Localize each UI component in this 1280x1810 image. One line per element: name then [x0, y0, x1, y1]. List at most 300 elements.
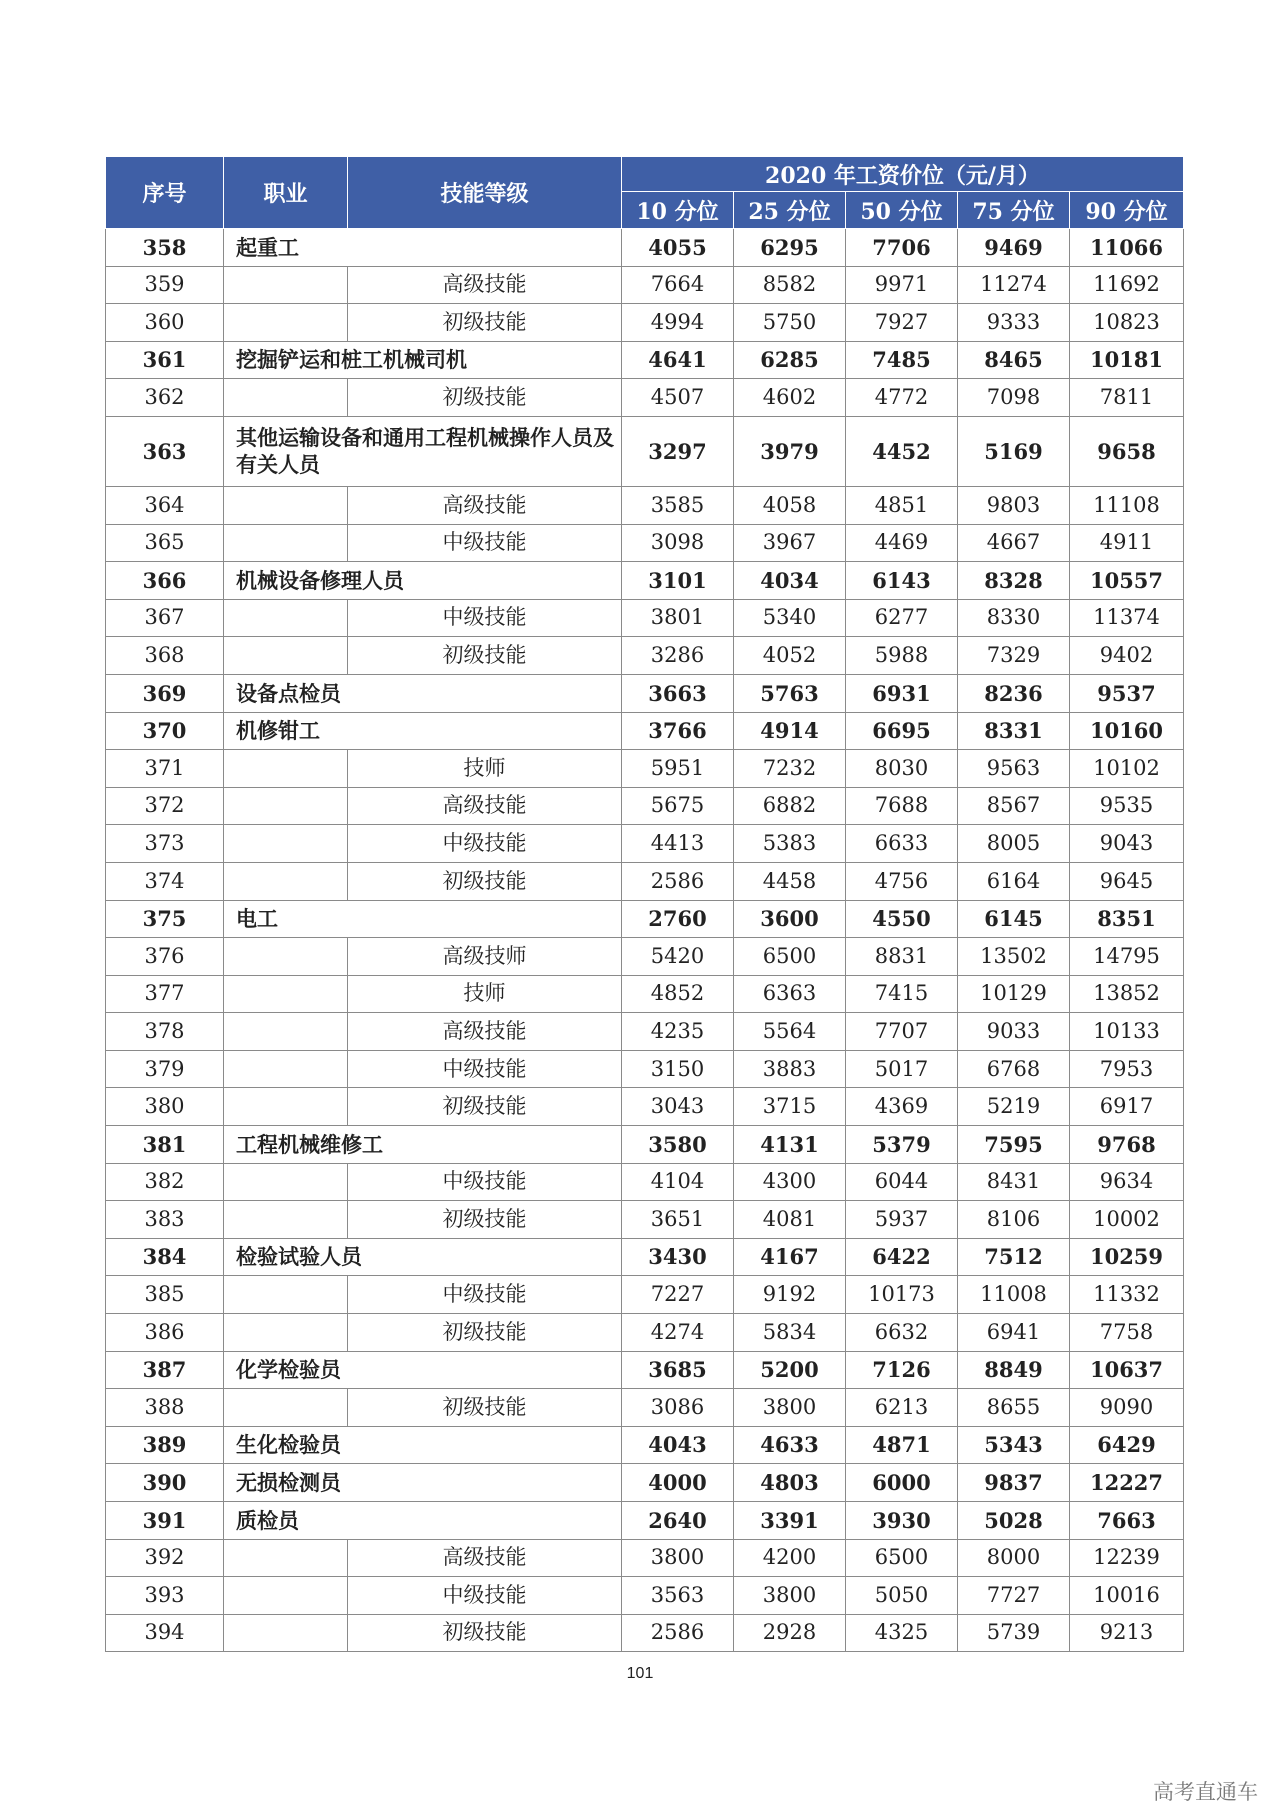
wage-p10: 3563	[622, 1577, 734, 1615]
wage-p10: 4235	[622, 1013, 734, 1051]
row-index: 364	[106, 486, 224, 524]
skill-level: 初级技能	[348, 1389, 622, 1427]
wage-p50: 4325	[846, 1614, 958, 1652]
wage-p25: 6882	[734, 787, 846, 825]
header-index: 序号	[106, 157, 224, 229]
wage-p90: 11108	[1070, 486, 1184, 524]
wage-p50: 4756	[846, 862, 958, 900]
row-index: 368	[106, 637, 224, 675]
occupation-name	[224, 379, 348, 417]
wage-p50: 6277	[846, 599, 958, 637]
occupation-name	[224, 1614, 348, 1652]
occupation-name	[224, 1201, 348, 1239]
skill-level: 初级技能	[348, 1314, 622, 1352]
wage-p10: 5675	[622, 787, 734, 825]
wage-p50: 6213	[846, 1389, 958, 1427]
wage-p50: 6931	[846, 674, 958, 712]
row-index: 394	[106, 1614, 224, 1652]
wage-p25: 5383	[734, 825, 846, 863]
wage-p75: 9033	[958, 1013, 1070, 1051]
table-row	[106, 637, 1184, 675]
wage-p25: 4602	[734, 379, 846, 417]
wage-p10: 3286	[622, 637, 734, 675]
header-p10: 10 分位	[622, 192, 734, 229]
wage-p75: 8655	[958, 1389, 1070, 1427]
occupation-name	[224, 750, 348, 788]
occupation-name	[224, 975, 348, 1013]
wage-p25: 5200	[734, 1351, 846, 1389]
wage-p75: 10129	[958, 975, 1070, 1013]
row-index: 363	[106, 416, 224, 486]
wage-p75: 8106	[958, 1201, 1070, 1239]
wage-p75: 8849	[958, 1351, 1070, 1389]
wage-p25: 7232	[734, 750, 846, 788]
skill-level: 中级技能	[348, 1163, 622, 1201]
wage-p10: 3766	[622, 712, 734, 750]
row-index: 390	[106, 1464, 224, 1502]
table-row	[106, 416, 1184, 486]
wage-p10: 5420	[622, 938, 734, 976]
wage-p90: 9768	[1070, 1126, 1184, 1164]
row-index: 385	[106, 1276, 224, 1314]
wage-p90: 9090	[1070, 1389, 1184, 1427]
occupation-name: 化学检验员	[224, 1351, 622, 1389]
wage-p90: 10016	[1070, 1577, 1184, 1615]
wage-p10: 4852	[622, 975, 734, 1013]
wage-p75: 8000	[958, 1539, 1070, 1577]
wage-p25: 4458	[734, 862, 846, 900]
row-index: 392	[106, 1539, 224, 1577]
wage-p50: 6632	[846, 1314, 958, 1352]
wage-p50: 6000	[846, 1464, 958, 1502]
skill-level: 高级技能	[348, 486, 622, 524]
wage-p50: 8030	[846, 750, 958, 788]
wage-p90: 13852	[1070, 975, 1184, 1013]
occupation-name	[224, 787, 348, 825]
wage-p90: 9537	[1070, 674, 1184, 712]
wage-p25: 4200	[734, 1539, 846, 1577]
header-p75: 75 分位	[958, 192, 1070, 229]
wage-p75: 5169	[958, 416, 1070, 486]
row-index: 384	[106, 1238, 224, 1276]
header-p25: 25 分位	[734, 192, 846, 229]
occupation-name: 生化检验员	[224, 1426, 622, 1464]
wage-p50: 3930	[846, 1502, 958, 1540]
wage-p75: 7727	[958, 1577, 1070, 1615]
wage-p25: 3967	[734, 524, 846, 562]
wage-p10: 4274	[622, 1314, 734, 1352]
wage-p90: 10002	[1070, 1201, 1184, 1239]
wage-p10: 4413	[622, 825, 734, 863]
row-index: 382	[106, 1163, 224, 1201]
wage-p90: 11332	[1070, 1276, 1184, 1314]
occupation-name	[224, 637, 348, 675]
wage-p10: 3663	[622, 674, 734, 712]
wage-p25: 4300	[734, 1163, 846, 1201]
wage-p75: 6941	[958, 1314, 1070, 1352]
wage-p10: 3685	[622, 1351, 734, 1389]
wage-p90: 4911	[1070, 524, 1184, 562]
wage-p75: 9563	[958, 750, 1070, 788]
wage-p50: 7927	[846, 304, 958, 342]
table-row	[106, 229, 1184, 267]
wage-p10: 3430	[622, 1238, 734, 1276]
skill-level: 技师	[348, 975, 622, 1013]
wage-p25: 3979	[734, 416, 846, 486]
table-row	[106, 1577, 1184, 1615]
skill-level: 中级技能	[348, 1276, 622, 1314]
table-row	[106, 787, 1184, 825]
wage-p75: 5343	[958, 1426, 1070, 1464]
table-row	[106, 524, 1184, 562]
header-p90: 90 分位	[1070, 192, 1184, 229]
wage-p90: 9043	[1070, 825, 1184, 863]
wage-p25: 6295	[734, 229, 846, 267]
wage-p50: 5050	[846, 1577, 958, 1615]
wage-p75: 8328	[958, 562, 1070, 600]
table-row	[106, 486, 1184, 524]
table-row	[106, 304, 1184, 342]
wage-p10: 3585	[622, 486, 734, 524]
occupation-name: 其他运输设备和通用工程机械操作人员及有关人员	[224, 416, 622, 486]
wage-p90: 10160	[1070, 712, 1184, 750]
wage-p90: 10181	[1070, 341, 1184, 379]
row-index: 362	[106, 379, 224, 417]
wage-p25: 2928	[734, 1614, 846, 1652]
wage-p75: 5028	[958, 1502, 1070, 1540]
table-row	[106, 1614, 1184, 1652]
wage-p90: 9658	[1070, 416, 1184, 486]
row-index: 393	[106, 1577, 224, 1615]
occupation-name	[224, 1013, 348, 1051]
wage-p10: 4104	[622, 1163, 734, 1201]
table-row	[106, 1426, 1184, 1464]
wage-p75: 8567	[958, 787, 1070, 825]
skill-level: 高级技师	[348, 938, 622, 976]
wage-p90: 10823	[1070, 304, 1184, 342]
wage-p50: 6044	[846, 1163, 958, 1201]
wage-p75: 13502	[958, 938, 1070, 976]
table-row	[106, 674, 1184, 712]
wage-p75: 8236	[958, 674, 1070, 712]
occupation-name	[224, 524, 348, 562]
table-row	[106, 900, 1184, 938]
table-row	[106, 1502, 1184, 1540]
wage-p10: 2640	[622, 1502, 734, 1540]
row-index: 370	[106, 712, 224, 750]
wage-p10: 3297	[622, 416, 734, 486]
header-p50: 50 分位	[846, 192, 958, 229]
row-index: 366	[106, 562, 224, 600]
occupation-name	[224, 1314, 348, 1352]
wage-p10: 4507	[622, 379, 734, 417]
row-index: 367	[106, 599, 224, 637]
occupation-name	[224, 1088, 348, 1126]
occupation-name: 设备点检员	[224, 674, 622, 712]
table-row	[106, 1539, 1184, 1577]
header-skill-level: 技能等级	[348, 157, 622, 229]
wage-p25: 4803	[734, 1464, 846, 1502]
occupation-name: 工程机械维修工	[224, 1126, 622, 1164]
wage-p75: 7098	[958, 379, 1070, 417]
skill-level: 初级技能	[348, 637, 622, 675]
table-row	[106, 341, 1184, 379]
wage-p75: 11008	[958, 1276, 1070, 1314]
wage-p75: 6164	[958, 862, 1070, 900]
table-row	[106, 1201, 1184, 1239]
wage-p90: 10133	[1070, 1013, 1184, 1051]
occupation-name	[224, 862, 348, 900]
occupation-name	[224, 938, 348, 976]
table-row	[106, 266, 1184, 304]
row-index: 371	[106, 750, 224, 788]
row-index: 388	[106, 1389, 224, 1427]
row-index: 375	[106, 900, 224, 938]
row-index: 389	[106, 1426, 224, 1464]
occupation-name	[224, 1539, 348, 1577]
wage-p90: 7758	[1070, 1314, 1184, 1352]
skill-level: 高级技能	[348, 266, 622, 304]
wage-p90: 8351	[1070, 900, 1184, 938]
occupation-name: 机械设备修理人员	[224, 562, 622, 600]
wage-p90: 11692	[1070, 266, 1184, 304]
skill-level: 中级技能	[348, 599, 622, 637]
wage-p10: 3086	[622, 1389, 734, 1427]
wage-p50: 7707	[846, 1013, 958, 1051]
wage-p50: 7126	[846, 1351, 958, 1389]
wage-p50: 4851	[846, 486, 958, 524]
row-index: 387	[106, 1351, 224, 1389]
table-row	[106, 1238, 1184, 1276]
wage-p50: 6143	[846, 562, 958, 600]
occupation-name	[224, 599, 348, 637]
watermark: 高考直通车	[1153, 1780, 1258, 1804]
row-index: 358	[106, 229, 224, 267]
table-row	[106, 712, 1184, 750]
row-index: 361	[106, 341, 224, 379]
header-occupation: 职业	[224, 157, 348, 229]
wage-p50: 4772	[846, 379, 958, 417]
skill-level: 高级技能	[348, 787, 622, 825]
wage-p90: 9634	[1070, 1163, 1184, 1201]
wage-p25: 4052	[734, 637, 846, 675]
wage-p75: 8330	[958, 599, 1070, 637]
wage-p25: 3800	[734, 1577, 846, 1615]
wage-p75: 6768	[958, 1050, 1070, 1088]
wage-p75: 7512	[958, 1238, 1070, 1276]
skill-level: 初级技能	[348, 1088, 622, 1126]
wage-p10: 3651	[622, 1201, 734, 1239]
wage-p25: 3600	[734, 900, 846, 938]
skill-level: 初级技能	[348, 379, 622, 417]
wage-p90: 11066	[1070, 229, 1184, 267]
wage-p25: 4633	[734, 1426, 846, 1464]
wage-p75: 8465	[958, 341, 1070, 379]
wage-p25: 6500	[734, 938, 846, 976]
row-index: 374	[106, 862, 224, 900]
wage-table	[105, 156, 1184, 1652]
table-row	[106, 1351, 1184, 1389]
wage-p90: 10557	[1070, 562, 1184, 600]
occupation-name	[224, 1577, 348, 1615]
occupation-name	[224, 1389, 348, 1427]
table-row	[106, 938, 1184, 976]
wage-p90: 7953	[1070, 1050, 1184, 1088]
wage-p90: 12227	[1070, 1464, 1184, 1502]
wage-p50: 5017	[846, 1050, 958, 1088]
wage-p10: 7227	[622, 1276, 734, 1314]
skill-level: 初级技能	[348, 1201, 622, 1239]
wage-p50: 7415	[846, 975, 958, 1013]
table-body	[106, 229, 1184, 1652]
wage-p50: 7688	[846, 787, 958, 825]
row-index: 377	[106, 975, 224, 1013]
occupation-name: 电工	[224, 900, 622, 938]
wage-p90: 10637	[1070, 1351, 1184, 1389]
wage-p75: 7329	[958, 637, 1070, 675]
wage-p90: 9645	[1070, 862, 1184, 900]
wage-p10: 4043	[622, 1426, 734, 1464]
row-index: 383	[106, 1201, 224, 1239]
wage-p25: 4081	[734, 1201, 846, 1239]
table-row	[106, 562, 1184, 600]
wage-p25: 4914	[734, 712, 846, 750]
wage-p90: 12239	[1070, 1539, 1184, 1577]
row-index: 373	[106, 825, 224, 863]
occupation-name: 机修钳工	[224, 712, 622, 750]
row-index: 378	[106, 1013, 224, 1051]
table-row	[106, 862, 1184, 900]
wage-p75: 6145	[958, 900, 1070, 938]
wage-p25: 4131	[734, 1126, 846, 1164]
table-row	[106, 379, 1184, 417]
wage-p50: 10173	[846, 1276, 958, 1314]
wage-p25: 4167	[734, 1238, 846, 1276]
wage-p90: 9535	[1070, 787, 1184, 825]
wage-p75: 7595	[958, 1126, 1070, 1164]
occupation-name	[224, 1276, 348, 1314]
occupation-name	[224, 486, 348, 524]
wage-p10: 3800	[622, 1539, 734, 1577]
skill-level: 技师	[348, 750, 622, 788]
wage-p50: 6500	[846, 1539, 958, 1577]
table-row	[106, 975, 1184, 1013]
wage-p25: 5750	[734, 304, 846, 342]
wage-p10: 4000	[622, 1464, 734, 1502]
table-row	[106, 1464, 1184, 1502]
header-wage-group: 2020 年工资价位（元/月）	[622, 157, 1184, 192]
skill-level: 中级技能	[348, 1577, 622, 1615]
row-index: 372	[106, 787, 224, 825]
wage-p90: 9402	[1070, 637, 1184, 675]
wage-p10: 3043	[622, 1088, 734, 1126]
row-index: 369	[106, 674, 224, 712]
wage-p25: 3715	[734, 1088, 846, 1126]
wage-p90: 7663	[1070, 1502, 1184, 1540]
wage-p50: 5937	[846, 1201, 958, 1239]
row-index: 365	[106, 524, 224, 562]
wage-p25: 6285	[734, 341, 846, 379]
table-row	[106, 1126, 1184, 1164]
wage-p10: 4641	[622, 341, 734, 379]
occupation-name	[224, 304, 348, 342]
table-header	[106, 157, 1184, 229]
table-row	[106, 599, 1184, 637]
skill-level: 初级技能	[348, 862, 622, 900]
wage-p25: 4058	[734, 486, 846, 524]
wage-p75: 9803	[958, 486, 1070, 524]
table-row	[106, 825, 1184, 863]
wage-p50: 6633	[846, 825, 958, 863]
wage-p90: 6429	[1070, 1426, 1184, 1464]
skill-level: 高级技能	[348, 1539, 622, 1577]
wage-p50: 8831	[846, 938, 958, 976]
wage-p50: 6695	[846, 712, 958, 750]
wage-p90: 14795	[1070, 938, 1184, 976]
wage-p10: 3580	[622, 1126, 734, 1164]
wage-p25: 3800	[734, 1389, 846, 1427]
row-index: 379	[106, 1050, 224, 1088]
wage-p10: 4055	[622, 229, 734, 267]
row-index: 360	[106, 304, 224, 342]
row-index: 391	[106, 1502, 224, 1540]
skill-level: 中级技能	[348, 825, 622, 863]
wage-p25: 8582	[734, 266, 846, 304]
wage-p25: 9192	[734, 1276, 846, 1314]
wage-p75: 11274	[958, 266, 1070, 304]
wage-p50: 4369	[846, 1088, 958, 1126]
occupation-name: 无损检测员	[224, 1464, 622, 1502]
wage-p10: 2586	[622, 1614, 734, 1652]
table-row	[106, 750, 1184, 788]
wage-p90: 10259	[1070, 1238, 1184, 1276]
row-index: 386	[106, 1314, 224, 1352]
skill-level: 初级技能	[348, 304, 622, 342]
occupation-name	[224, 1050, 348, 1088]
wage-p10: 3098	[622, 524, 734, 562]
table-row	[106, 1276, 1184, 1314]
skill-level: 初级技能	[348, 1614, 622, 1652]
wage-p75: 8331	[958, 712, 1070, 750]
table-row	[106, 1314, 1184, 1352]
wage-p25: 6363	[734, 975, 846, 1013]
wage-p75: 8005	[958, 825, 1070, 863]
wage-p25: 5834	[734, 1314, 846, 1352]
wage-p10: 2760	[622, 900, 734, 938]
wage-p10: 2586	[622, 862, 734, 900]
row-index: 376	[106, 938, 224, 976]
wage-p75: 8431	[958, 1163, 1070, 1201]
wage-p50: 4452	[846, 416, 958, 486]
wage-p25: 5340	[734, 599, 846, 637]
row-index: 380	[106, 1088, 224, 1126]
skill-level: 高级技能	[348, 1013, 622, 1051]
table-row	[106, 1013, 1184, 1051]
wage-p50: 5379	[846, 1126, 958, 1164]
wage-p50: 7485	[846, 341, 958, 379]
wage-p10: 3150	[622, 1050, 734, 1088]
table-row	[106, 1088, 1184, 1126]
row-index: 359	[106, 266, 224, 304]
page-number: 101	[626, 1665, 654, 1682]
table-row	[106, 1389, 1184, 1427]
occupation-name: 起重工	[224, 229, 622, 267]
wage-p50: 4550	[846, 900, 958, 938]
skill-level: 中级技能	[348, 524, 622, 562]
wage-p25: 3391	[734, 1502, 846, 1540]
wage-p10: 5951	[622, 750, 734, 788]
wage-p75: 5219	[958, 1088, 1070, 1126]
